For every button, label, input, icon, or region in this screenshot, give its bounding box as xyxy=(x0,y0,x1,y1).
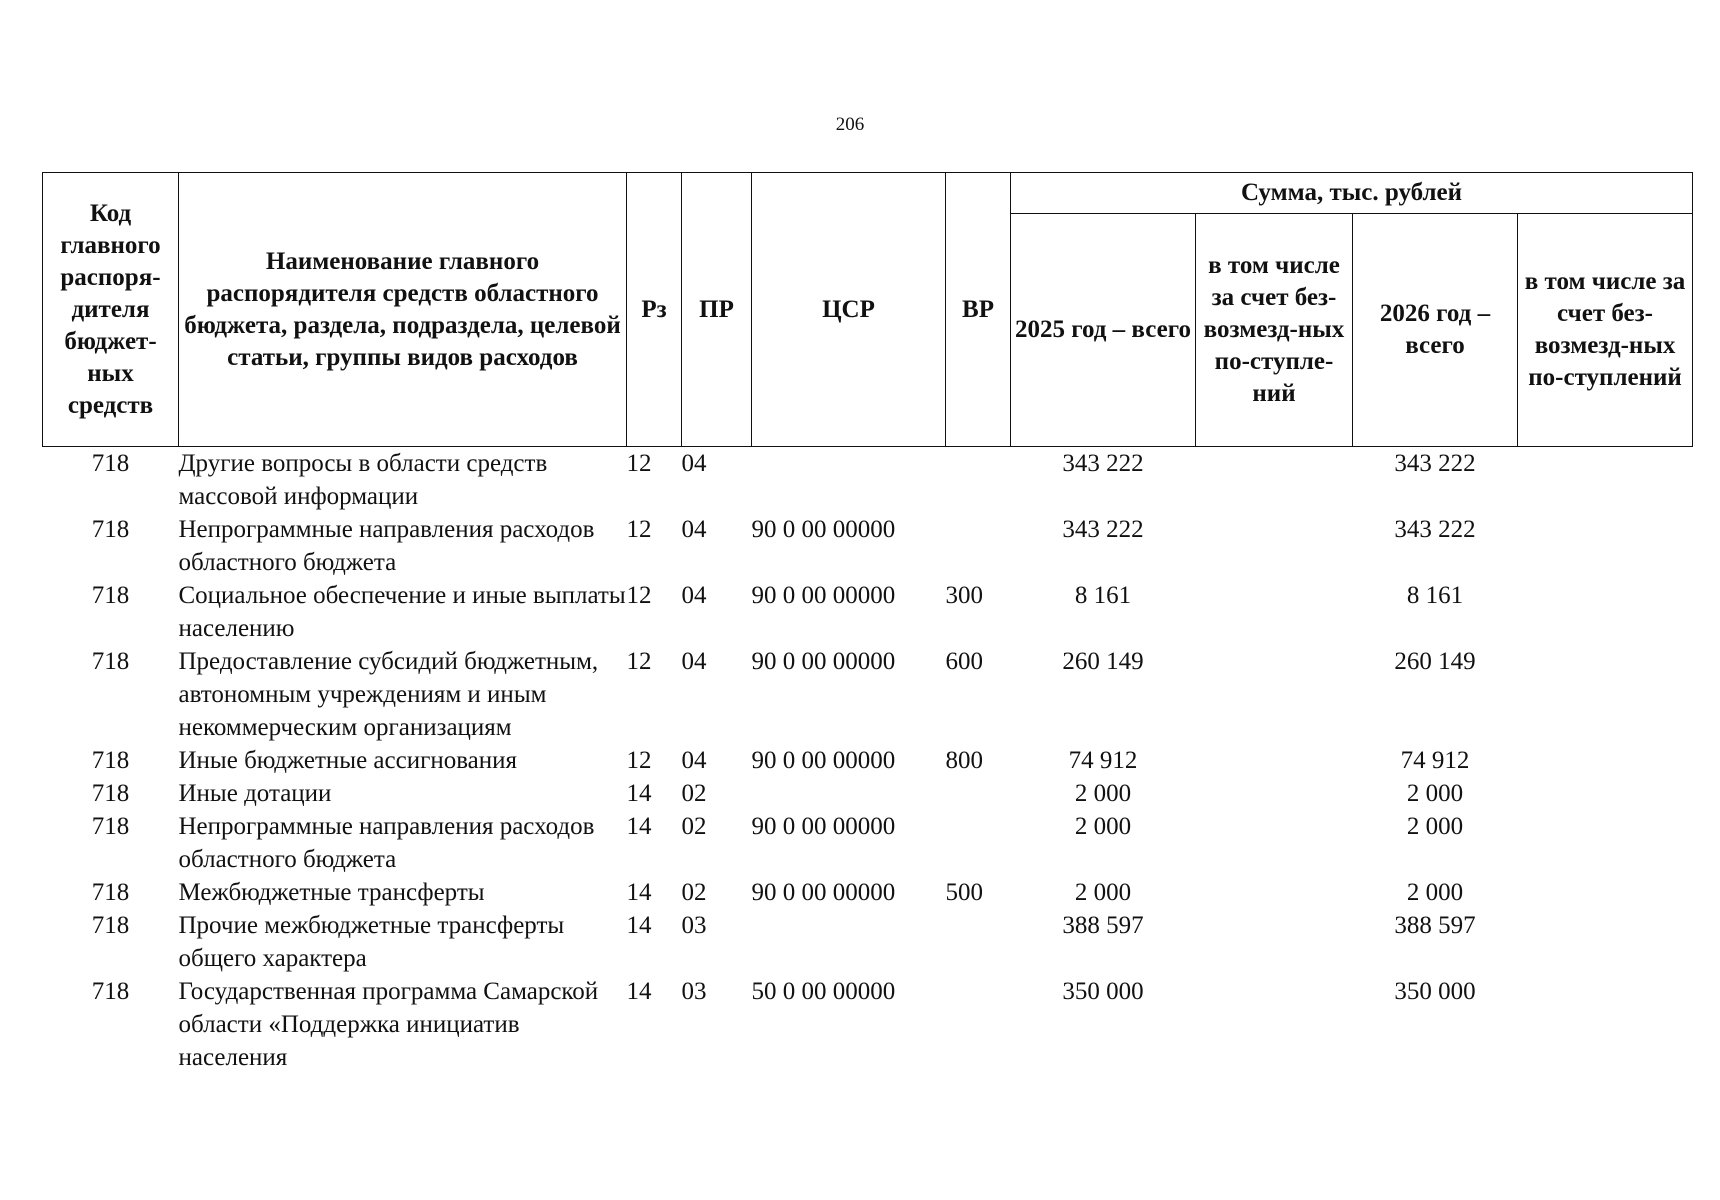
row-csr-cell: 90 0 00 00000 xyxy=(751,582,896,609)
row-2026-free-cell xyxy=(1518,645,1693,744)
table-row xyxy=(43,975,1693,1074)
row-name-cell: Социальное обеспечение и иные выплаты населению xyxy=(178,582,626,642)
row-2025-free-cell xyxy=(1196,579,1353,645)
row-rz-cell: 12 xyxy=(626,648,652,675)
row-2026-total-cell: 343 222 xyxy=(1394,516,1476,543)
row-rz-cell: 14 xyxy=(626,813,652,840)
row-pr-cell: 04 xyxy=(681,747,707,774)
row-code-cell: 718 xyxy=(91,582,130,609)
row-name-cell: Непрограммные направления расходов областного бюджета xyxy=(178,813,595,873)
row-name-cell: Другие вопросы в области средств массовой информации xyxy=(178,450,548,510)
row-2026-free-cell xyxy=(1518,579,1693,645)
row-rz-cell: 12 xyxy=(626,747,652,774)
row-rz-cell: 14 xyxy=(626,912,652,939)
row-vr-cell: 300 xyxy=(945,582,983,609)
row-rz-cell: 12 xyxy=(626,450,652,477)
table-row xyxy=(43,810,1693,876)
row-vr-cell xyxy=(946,810,1011,876)
row-code-cell: 718 xyxy=(91,912,130,939)
row-2025-total-cell: 2 000 xyxy=(1074,813,1132,840)
row-2026-total-cell: 260 149 xyxy=(1394,648,1476,675)
header-code: Код главного распоря-дителя бюджет-ных средств xyxy=(43,173,179,447)
row-2025-free-cell xyxy=(1196,810,1353,876)
budget-table xyxy=(42,172,1693,1074)
row-code-cell: 718 xyxy=(91,747,130,774)
row-name-cell: Иные бюджетные ассигнования xyxy=(178,747,518,774)
header-2026-total: 2026 год – всего xyxy=(1353,214,1518,447)
row-2025-free-cell xyxy=(1196,777,1353,810)
row-2025-free-cell xyxy=(1196,909,1353,975)
row-2025-total-cell: 74 912 xyxy=(1068,747,1138,774)
row-csr-cell xyxy=(752,777,946,810)
row-2026-free-cell xyxy=(1518,909,1693,975)
row-2025-total-cell: 388 597 xyxy=(1062,912,1144,939)
row-code-cell: 718 xyxy=(91,813,130,840)
row-vr-cell xyxy=(946,777,1011,810)
row-csr-cell xyxy=(752,909,946,975)
row-vr-cell xyxy=(946,909,1011,975)
row-2025-total-cell: 2 000 xyxy=(1074,879,1132,906)
row-vr-cell: 500 xyxy=(945,879,983,906)
row-vr-cell: 600 xyxy=(945,648,983,675)
row-code-cell: 718 xyxy=(91,978,130,1005)
row-name-cell: Непрограммные направления расходов областного бюджета xyxy=(178,516,595,576)
row-name-cell: Иные дотации xyxy=(178,780,332,807)
row-2026-total-cell: 2 000 xyxy=(1406,879,1464,906)
header-rz: Рз xyxy=(627,173,682,447)
row-vr-cell xyxy=(946,975,1011,1074)
row-name-cell: Предоставление субсидий бюджетным, автономным учреждениям и иным некоммерческим организациям xyxy=(178,648,599,741)
row-csr-cell: 50 0 00 00000 xyxy=(751,978,896,1005)
row-pr-cell: 04 xyxy=(681,450,707,477)
row-vr-cell xyxy=(946,447,1011,514)
row-2026-total-cell: 8 161 xyxy=(1406,582,1464,609)
row-2025-total-cell: 8 161 xyxy=(1074,582,1132,609)
table-row xyxy=(43,579,1693,645)
row-2025-total-cell: 350 000 xyxy=(1062,978,1144,1005)
row-2026-total-cell: 343 222 xyxy=(1394,450,1476,477)
row-csr-cell: 90 0 00 00000 xyxy=(751,879,896,906)
table-row xyxy=(43,513,1693,579)
row-2026-total-cell: 388 597 xyxy=(1394,912,1476,939)
row-2026-free-cell xyxy=(1518,447,1693,514)
row-pr-cell: 02 xyxy=(681,780,707,807)
row-csr-cell: 90 0 00 00000 xyxy=(751,747,896,774)
header-2025-total: 2025 год – всего xyxy=(1011,214,1196,447)
row-2026-total-cell: 350 000 xyxy=(1394,978,1476,1005)
table-row xyxy=(43,909,1693,975)
row-2025-free-cell xyxy=(1196,876,1353,909)
row-2026-total-cell: 74 912 xyxy=(1400,747,1470,774)
row-2026-free-cell xyxy=(1518,744,1693,777)
row-2026-free-cell xyxy=(1518,513,1693,579)
table-row xyxy=(43,777,1693,810)
row-pr-cell: 02 xyxy=(681,879,707,906)
row-2025-total-cell: 343 222 xyxy=(1062,450,1144,477)
table-row xyxy=(43,447,1693,514)
row-code-cell: 718 xyxy=(91,516,130,543)
header-2025-free: в том числе за счет без-возмезд-ных по-ступле-ний xyxy=(1196,214,1353,447)
row-2025-total-cell: 2 000 xyxy=(1074,780,1132,807)
row-csr-cell xyxy=(752,447,946,514)
row-name-cell: Прочие межбюджетные трансферты общего характера xyxy=(178,912,565,972)
row-rz-cell: 12 xyxy=(626,516,652,543)
row-2025-total-cell: 260 149 xyxy=(1062,648,1144,675)
row-code-cell: 718 xyxy=(91,879,130,906)
row-pr-cell: 03 xyxy=(681,912,707,939)
row-vr-cell xyxy=(946,513,1011,579)
table-row xyxy=(43,876,1693,909)
row-csr-cell: 90 0 00 00000 xyxy=(751,648,896,675)
row-pr-cell: 04 xyxy=(681,516,707,543)
row-2025-free-cell xyxy=(1196,447,1353,514)
table-header xyxy=(43,173,1693,447)
table-row xyxy=(43,744,1693,777)
row-2026-total-cell: 2 000 xyxy=(1406,813,1464,840)
row-rz-cell: 14 xyxy=(626,879,652,906)
page-number: 206 xyxy=(835,114,865,135)
row-csr-cell: 90 0 00 00000 xyxy=(751,813,896,840)
row-2026-free-cell xyxy=(1518,777,1693,810)
row-2025-free-cell xyxy=(1196,744,1353,777)
row-2026-free-cell xyxy=(1518,975,1693,1074)
row-code-cell: 718 xyxy=(91,780,130,807)
row-rz-cell: 14 xyxy=(626,780,652,807)
row-pr-cell: 04 xyxy=(681,582,707,609)
row-2025-total-cell: 343 222 xyxy=(1062,516,1144,543)
row-2026-total-cell: 2 000 xyxy=(1406,780,1464,807)
row-csr-cell: 90 0 00 00000 xyxy=(751,516,896,543)
row-rz-cell: 14 xyxy=(626,978,652,1005)
row-2025-free-cell xyxy=(1196,975,1353,1074)
row-name-cell: Межбюджетные трансферты xyxy=(178,879,485,906)
row-pr-cell: 02 xyxy=(681,813,707,840)
table-body xyxy=(43,447,1693,1075)
row-code-cell: 718 xyxy=(91,450,130,477)
row-2025-free-cell xyxy=(1196,513,1353,579)
row-2026-free-cell xyxy=(1518,876,1693,909)
header-name: Наименование главного распорядителя средств областного бюджета, раздела, подраздела, целевой статьи, группы видов расходов xyxy=(179,173,627,447)
header-sum-group: Сумма, тыс. рублей xyxy=(1011,173,1693,214)
table-row xyxy=(43,645,1693,744)
row-code-cell: 718 xyxy=(91,648,130,675)
header-vr: ВР xyxy=(946,173,1011,447)
row-2026-free-cell xyxy=(1518,810,1693,876)
header-csr: ЦСР xyxy=(752,173,946,447)
row-rz-cell: 12 xyxy=(626,582,652,609)
row-pr-cell: 03 xyxy=(681,978,707,1005)
row-2025-free-cell xyxy=(1196,645,1353,744)
row-vr-cell: 800 xyxy=(945,747,983,774)
header-pr: ПР xyxy=(682,173,752,447)
row-pr-cell: 04 xyxy=(681,648,707,675)
row-name-cell: Государственная программа Самарской области «Поддержка инициатив населения xyxy=(178,978,599,1071)
header-2026-free: в том числе за счет без-возмезд-ных по-ступлений xyxy=(1518,214,1693,447)
